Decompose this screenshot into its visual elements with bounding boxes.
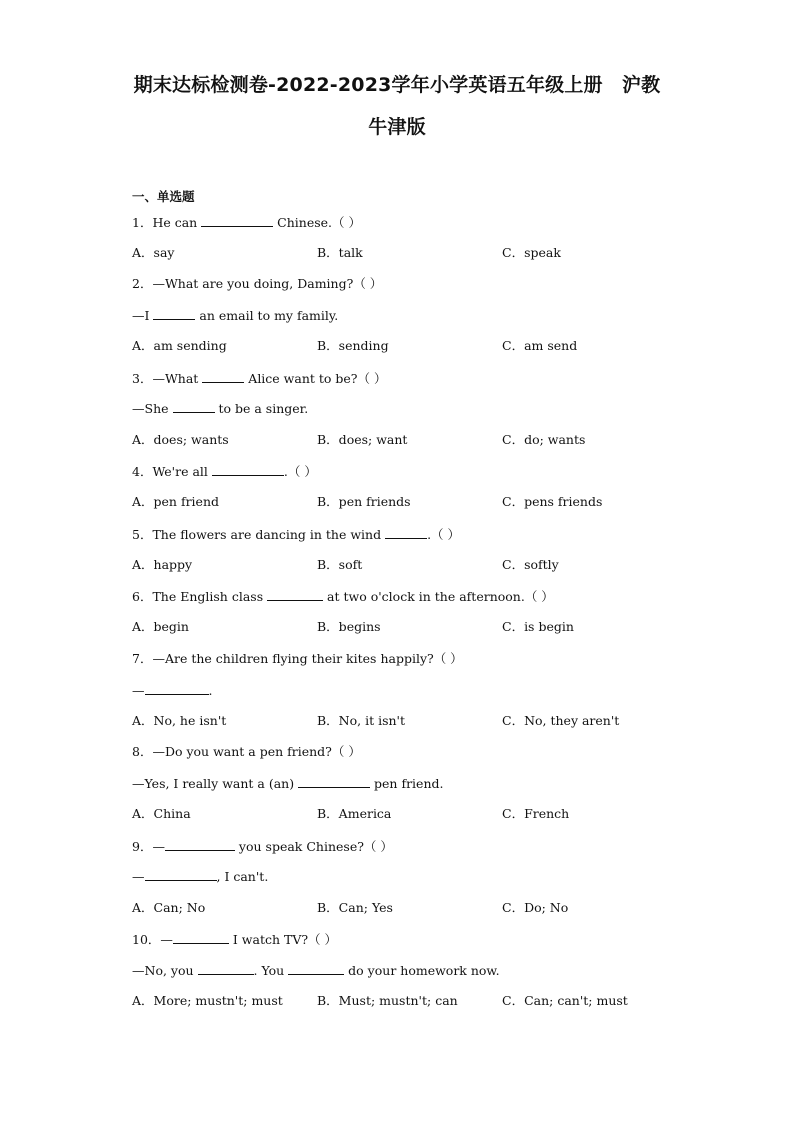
answer-blank: [173, 400, 215, 413]
question-text: Chinese.（ ）: [273, 215, 361, 230]
question-text: —She: [132, 401, 173, 416]
question-text: —I: [132, 308, 154, 323]
option-a: A．am sending: [132, 338, 227, 353]
question-text: 6．The English class: [132, 589, 268, 604]
question-3-stem: [132, 370, 386, 387]
option-b: B．No, it isn't: [317, 713, 406, 728]
section-heading: 一、单选题: [132, 189, 195, 204]
option-a: A．say: [132, 245, 175, 260]
question-text: Alice want to be?（ ）: [244, 371, 387, 386]
question-text: at two o'clock in the afternoon.（ ）: [323, 589, 554, 604]
page-title-continued: 牛津版: [368, 116, 426, 138]
option-b: B．America: [317, 806, 392, 821]
question-text: . You: [253, 963, 289, 978]
option-b: B．Can; Yes: [317, 900, 393, 915]
answer-blank: [202, 370, 244, 383]
option-a: A．Can; No: [132, 900, 206, 915]
question-3-response: [132, 400, 308, 417]
question-text: —: [132, 683, 145, 698]
option-a: A．China: [132, 806, 191, 821]
question-text: 3．—What: [132, 371, 203, 386]
question-text: 10．—: [132, 932, 173, 947]
question-text: .: [208, 683, 213, 698]
question-text: you speak Chinese?（ ）: [234, 839, 393, 854]
option-c: C．am send: [502, 338, 578, 353]
option-a: A．No, he isn't: [132, 713, 227, 728]
option-c: C．speak: [502, 245, 561, 260]
question-1-stem: [132, 214, 361, 231]
question-2-response: [132, 307, 338, 324]
answer-blank: [201, 214, 273, 227]
answer-blank: [212, 463, 284, 476]
answer-blank: [288, 962, 344, 975]
option-c: C．No, they aren't: [502, 713, 620, 728]
question-8-response: [132, 775, 443, 792]
question-text: 2．—What are you doing, Daming?（ ）: [132, 276, 383, 291]
question-5-stem: [132, 526, 460, 543]
question-4-stem: [132, 463, 317, 480]
option-b: B．does; want: [317, 432, 408, 447]
option-a: A．More; mustn't; must: [132, 993, 283, 1008]
option-c: C．Can; can't; must: [502, 993, 628, 1008]
answer-blank: [153, 307, 195, 320]
option-c: C．pens friends: [502, 494, 603, 509]
option-b: B．pen friends: [317, 494, 411, 509]
question-10-stem: [132, 931, 337, 948]
question-7-stem: [132, 651, 463, 667]
question-text: 8．—Do you want a pen friend?（ ）: [132, 744, 361, 759]
option-b: B．soft: [317, 557, 363, 572]
question-text: 5．The flowers are dancing in the wind: [132, 527, 386, 542]
answer-blank: [145, 868, 217, 881]
option-b: B．begins: [317, 619, 381, 634]
option-c: C．French: [502, 806, 570, 821]
question-text: an email to my family.: [195, 308, 339, 323]
question-6-stem: [132, 588, 554, 605]
question-text: pen friend.: [370, 776, 444, 791]
question-text: 4．We're all: [132, 464, 212, 479]
question-9-stem: [132, 838, 393, 855]
option-b: B．talk: [317, 245, 363, 260]
option-c: C．is begin: [502, 619, 574, 634]
question-2-stem: [132, 276, 382, 292]
page-title: 期末达标检测卷-2022-2023学年小学英语五年级上册 沪教: [133, 74, 661, 96]
question-text: , I can't.: [216, 869, 269, 884]
question-text: .（ ）: [427, 527, 461, 542]
question-text: —No, you: [132, 963, 198, 978]
question-text: 1．He can: [132, 215, 202, 230]
question-9-response: [132, 868, 268, 885]
answer-blank: [198, 962, 254, 975]
option-a: A．happy: [132, 557, 193, 572]
answer-blank: [267, 588, 323, 601]
question-7-response: [132, 682, 212, 699]
question-text: .（ ）: [283, 464, 317, 479]
option-c: C．do; wants: [502, 432, 586, 447]
option-b: B．sending: [317, 338, 389, 353]
question-text: do your homework now.: [344, 963, 500, 978]
question-text: to be a singer.: [214, 401, 309, 416]
answer-blank: [145, 682, 209, 695]
option-c: C．Do; No: [502, 900, 569, 915]
question-text: 9．—: [132, 839, 165, 854]
question-text: 7．—Are the children flying their kites happily?（ ）: [132, 651, 463, 666]
question-text: I watch TV?（ ）: [228, 932, 338, 947]
answer-blank: [173, 931, 229, 944]
question-text: —Yes, I really want a (an): [132, 776, 299, 791]
question-text: —: [132, 869, 145, 884]
option-a: A．does; wants: [132, 432, 229, 447]
answer-blank: [165, 838, 235, 851]
question-10-response: [132, 962, 500, 979]
option-b: B．Must; mustn't; can: [317, 993, 458, 1008]
answer-blank: [298, 775, 370, 788]
option-a: A．pen friend: [132, 494, 219, 509]
question-8-stem: [132, 744, 361, 760]
answer-blank: [385, 526, 427, 539]
option-c: C．softly: [502, 557, 559, 572]
option-a: A．begin: [132, 619, 189, 634]
